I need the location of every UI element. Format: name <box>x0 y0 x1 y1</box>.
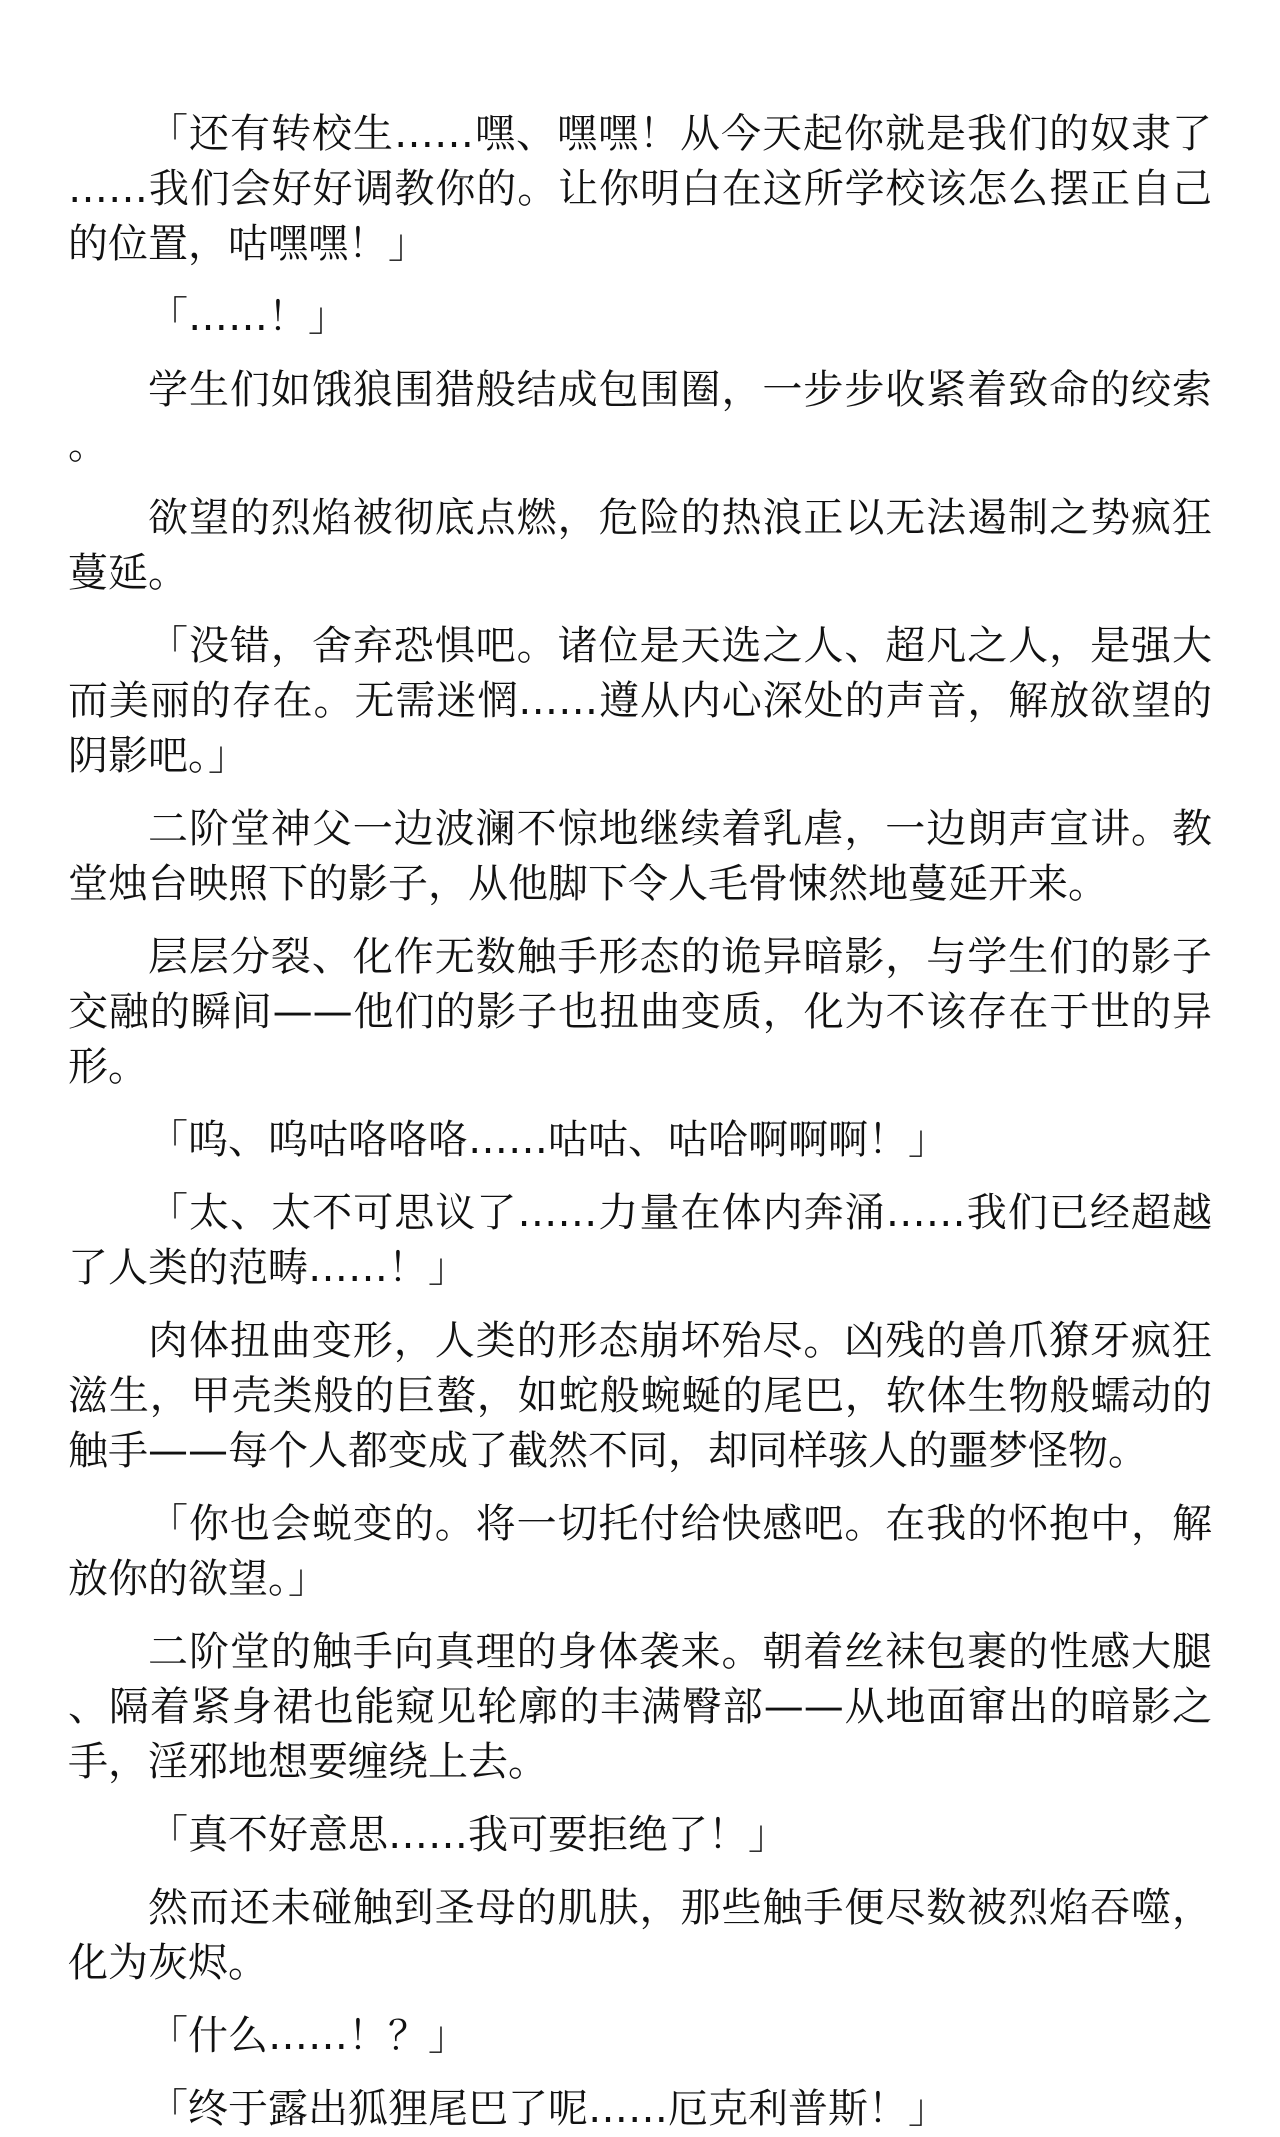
paragraph: 欲望的烈焰被彻底点燃，危险的热浪正以无法遏制之势疯狂蔓延。 <box>68 495 1212 596</box>
paragraph: 「还有转校生……嘿、嘿嘿！从今天起你就是我们的奴隶了……我们会好好调教你的。让你明白在这所学校该怎么摆正自己的位置，咕嘿嘿！」 <box>68 111 1212 267</box>
paragraph: 「……！」 <box>148 294 348 340</box>
paragraph: 「你也会蜕变的。将一切托付给快感吧。在我的怀抱中，解放你的欲望。」 <box>68 1501 1212 1602</box>
paragraph: 「没错，舍弃恐惧吧。诸位是天选之人、超凡之人，是强大而美丽的存在。无需迷惘……遵从内心深处的声音，解放欲望的阴影吧。」 <box>68 623 1212 779</box>
paragraph: 「什么……！？」 <box>148 2013 468 2059</box>
text-body <box>68 107 1212 2137</box>
paragraph: 二阶堂神父一边波澜不惊地继续着乳虐，一边朗声宣讲。教堂烛台映照下的影子，从他脚下令人毛骨悚然地蔓延开来。 <box>68 806 1212 907</box>
paragraph: 「终于露出狐狸尾巴了呢……厄克利普斯！」 <box>148 2086 948 2132</box>
paragraph: 层层分裂、化作无数触手形态的诡异暗影，与学生们的影子交融的瞬间——他们的影子也扭曲变质，化为不该存在于世的异形。 <box>68 934 1212 1090</box>
paragraph: 「呜、呜咕咯咯咯……咕咕、咕哈啊啊啊！」 <box>148 1117 948 1163</box>
paragraph: 然而还未碰触到圣母的肌肤，那些触手便尽数被烈焰吞噬，化为灰烬。 <box>68 1885 1212 1986</box>
paragraph: 「真不好意思……我可要拒绝了！」 <box>148 1812 788 1858</box>
paragraph: 「太、太不可思议了……力量在体内奔涌……我们已经超越了人类的范畴……！」 <box>68 1190 1212 1291</box>
paragraph: 二阶堂的触手向真理的身体袭来。朝着丝袜包裹的性感大腿、隔着紧身裙也能窥见轮廓的丰满臀部——从地面窜出的暗影之手，淫邪地想要缠绕上去。 <box>68 1629 1212 1785</box>
paragraph: 学生们如饿狼围猎般结成包围圈，一步步收紧着致命的绞索。 <box>68 367 1212 468</box>
paragraph: 肉体扭曲变形，人类的形态崩坏殆尽。凶残的兽爪獠牙疯狂滋生，甲壳类般的巨螯，如蛇般蜿蜒的尾巴，软体生物般蠕动的触手——每个人都变成了截然不同，却同样骇人的噩梦怪物。 <box>68 1318 1212 1474</box>
